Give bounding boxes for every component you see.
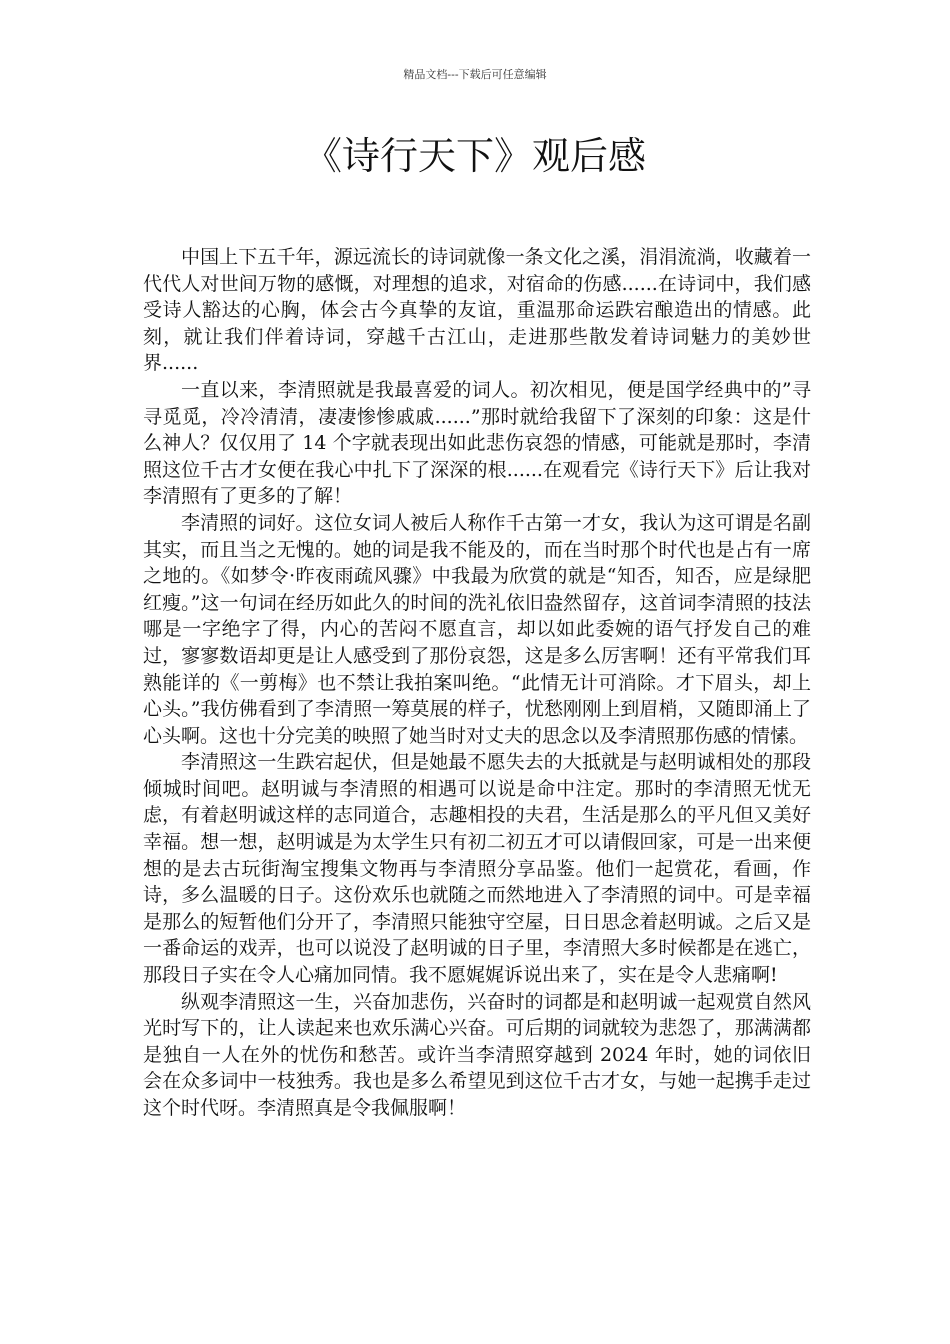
header-note: 精品文档---下载后可任意编辑 xyxy=(403,68,547,81)
paragraph: 李清照这一生跌宕起伏，但是她最不愿失去的大抵就是与赵明诚相处的那段倾城时间吧。赵明诚与李清照的相遇可以说是命中注定。那时的李清照无忧无虑，有着赵明诚这样的志同道合，志趣相投的夫君，生活是那么的平凡但又美好幸福。想一想，赵明诚是为太学生只有初二初五才可以请假回家，可是一出来便想的是去古玩街淘宝搜集文物再与李清照分享品鉴。他们一起赏花，看画，作诗，多么温暖的日子。这份欢乐也就随之而然地进入了李清照的词中。可是幸福是那么的短暂他们分开了，李清照只能独守空屋，日日思念着赵明诚。之后又是一番命运的戏弄，也可以说没了赵明诚的日子里，李清照大多时候都是在逃亡，那段日子实在令人心痛加同情。我不愿娓娓诉说出来了，实在是令人悲痛啊! xyxy=(143,751,811,987)
paragraph: 纵观李清照这一生，兴奋加悲伤，兴奋时的词都是和赵明诚一起观赏自然风光时写下的，让人读起来也欢乐满心兴奋。可后期的词就较为悲怨了，那满满都是独自一人在外的忧伤和愁苦。或许当李清照穿越到 2024 年时，她的词依旧会在众多词中一枝独秀。我也是多么希望见到这位千古才女，与她一起携手走过这个时代呀。李清照真是令我佩服啊！ xyxy=(143,990,811,1119)
paragraph: 一直以来，李清照就是我最喜爱的词人。初次相见，便是国学经典中的”寻寻觅觅，冷冷清清，凄凄惨惨戚戚......”那时就给我留下了深刻的印象：这是什么神人？仅仅用了 14 个字就表现出如此悲伤哀怨的情感，可能就是那时，李清照这位千古才女便在我心中扎下了深深的根......在观看完《诗行天下》后让我对李清照有了更多的了解！ xyxy=(143,378,811,508)
paragraph: 李清照的词好。这位女词人被后人称作千古第一才女，我认为这可谓是名副其实，而且当之无愧的。她的词是我不能及的，而在当时那个时代也是占有一席之地的。《如梦令·昨夜雨疏风骤》中我最为欣赏的就是“知否，知否，应是绿肥红瘦。”这一句词在经历如此久的时间的洗礼依旧盎然留存，这首词李清照的技法哪是一字绝字了得，内心的苦闷不愿直言，却以如此委婉的语气抒发自己的难过，寥寥数语却更是让人感受到了那份哀怨，这是多么厉害啊！还有平常我们耳熟能详的《一剪梅》也不禁让我拍案叫绝。“此情无计可消除。才下眉头，却上心头。”我仿佛看到了李清照一筹莫展的样子，忧愁刚刚上到眉梢，又随即涌上了心头啊。这也十分完美的映照了她当时对丈夫的思念以及李清照那伤感的情愫。 xyxy=(143,511,811,747)
document-body xyxy=(143,244,811,1122)
document-title: 《诗行天下》观后感 xyxy=(303,134,646,178)
paragraph: 中国上下五千年，源远流长的诗词就像一条文化之溪，涓涓流淌，收藏着一代代人对世间万物的感慨，对理想的追求，对宿命的伤感......在诗词中，我们感受诗人豁达的心胸，体会古今真挚的友谊，重温那命运跌宕酿造出的情感。此刻，就让我们伴着诗词，穿越千古江山，走进那些散发着诗词魅力的美妙世界...... xyxy=(143,246,811,375)
